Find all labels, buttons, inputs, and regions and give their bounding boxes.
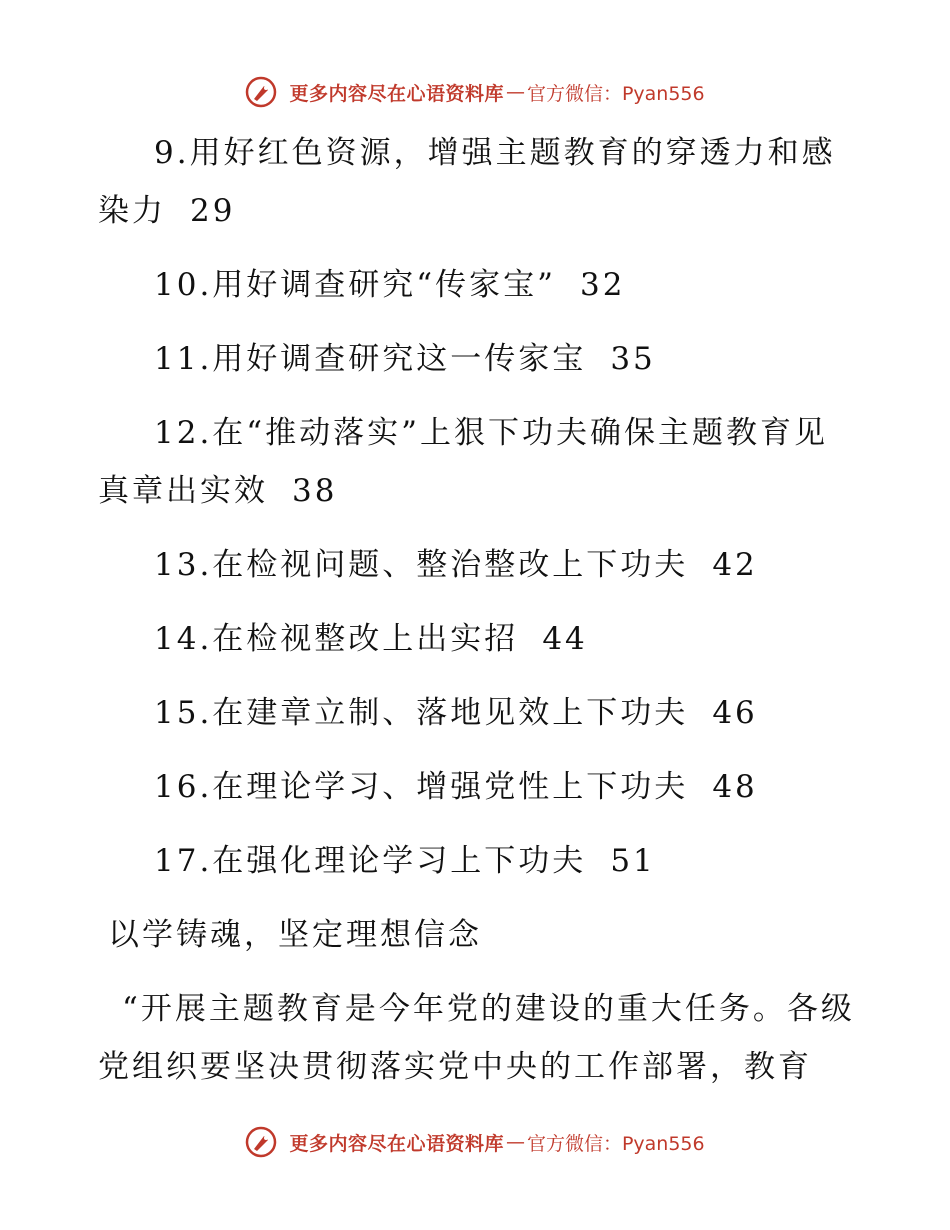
watermark-wechat: 官方微信：Pyan556 <box>526 82 705 105</box>
toc-item-label: 13.在检视问题、整治整改上下功夫 <box>154 547 689 583</box>
toc-item-page: 42 <box>712 547 758 583</box>
toc-item-14[interactable] <box>98 610 858 668</box>
toc-item-16[interactable] <box>98 758 858 816</box>
footer-watermark <box>0 1126 950 1158</box>
toc-item-page: 46 <box>712 695 758 731</box>
toc-item-page: 38 <box>292 473 338 509</box>
toc-item-page: 44 <box>542 621 588 657</box>
toc-item-page: 35 <box>610 341 656 377</box>
toc-item-label: 15.在建章立制、落地见效上下功夫 <box>154 695 689 731</box>
toc-item-11[interactable] <box>98 330 858 388</box>
toc-item-15[interactable] <box>98 684 858 742</box>
watermark-wechat: 官方微信：Pyan556 <box>526 1132 705 1155</box>
toc-item-label: 14.在检视整改上出实招 <box>154 621 519 657</box>
watermark-separator: — <box>505 81 525 103</box>
pen-nib-circle-logo-icon <box>245 1126 277 1158</box>
watermark-separator: — <box>505 1131 525 1153</box>
toc-item-label: 11.用好调查研究这一传家宝 <box>154 341 587 377</box>
toc-item-10[interactable] <box>98 256 858 314</box>
toc-item-page: 51 <box>610 843 656 879</box>
toc-item-label: 12.在“推动落实”上狠下功夫确保主题教育见真章出实效 <box>98 415 828 509</box>
toc-item-label: 10.用好调查研究“传家宝” <box>154 267 556 303</box>
pen-nib-circle-logo-icon <box>245 76 277 108</box>
toc-item-page: 29 <box>190 193 236 229</box>
toc-item-label: 17.在强化理论学习上下功夫 <box>154 843 587 879</box>
section-title: 以学铸魂，坚定理想信念 <box>108 917 482 953</box>
toc-item-17[interactable] <box>98 832 858 890</box>
watermark-text: 更多内容尽在心语资料库 <box>289 82 504 105</box>
toc-item-label: 16.在理论学习、增强党性上下功夫 <box>154 769 689 805</box>
toc-item-page: 32 <box>580 267 626 303</box>
toc-item-label: 9.用好红色资源，增强主题教育的穿透力和感染力 <box>98 135 836 229</box>
watermark-text: 更多内容尽在心语资料库 <box>289 1132 504 1155</box>
toc-item-page: 48 <box>712 769 758 805</box>
toc-item-13[interactable] <box>98 536 858 594</box>
document-body <box>98 124 858 1096</box>
body-paragraph: “开展主题教育是今年党的建设的重大任务。各级党组织要坚决贯彻落实党中央的工作部署，教育 <box>98 991 855 1085</box>
toc-item-12[interactable] <box>98 404 858 520</box>
toc-item-9[interactable] <box>98 124 858 240</box>
header-watermark <box>0 76 950 108</box>
